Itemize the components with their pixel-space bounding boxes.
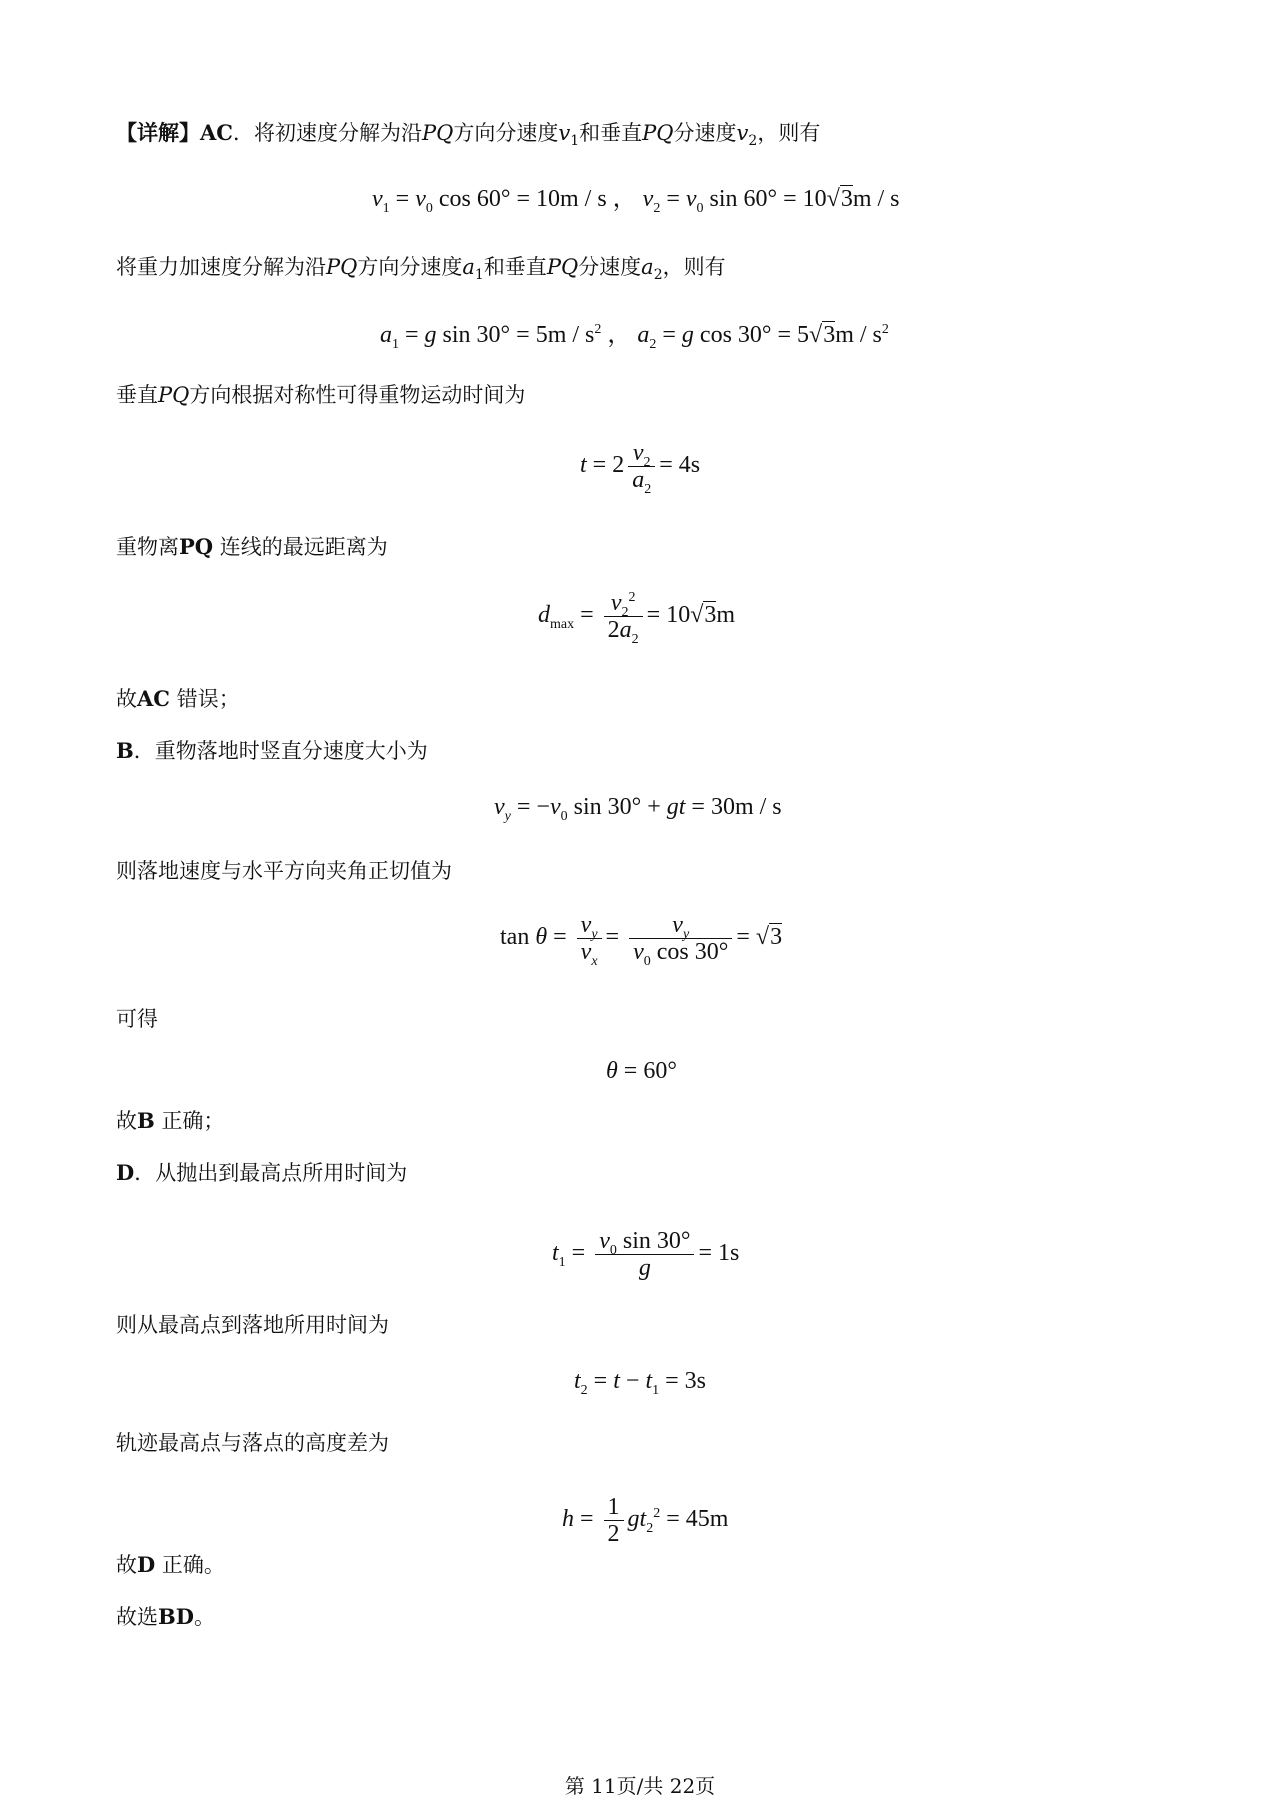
equation-fall-time: $t_2 = t - t_1 = 3s$ bbox=[574, 1368, 706, 1398]
equation-tangent: tan θ = $\frac{v_y}{v_x}$ = $\frac{v_y}{v_0 \cos 30^\circ}$ = √3 bbox=[500, 912, 783, 969]
conclusion-b: 故B 正确； bbox=[116, 1108, 225, 1133]
equation-velocity-components: $v_1 = v_0$ cos 60° = 10m / s ， $v_2 = v_0$ sin 60° = 10√3m / s bbox=[372, 186, 900, 216]
fall-time-line: 则从最高点到落地所用时间为 bbox=[116, 1313, 389, 1337]
conclusion-d: 故D 正确。 bbox=[116, 1552, 225, 1577]
equation-vertical-velocity: $v_y = -v_0$ sin 30° + gt = 30m / s bbox=[494, 794, 782, 824]
equation-flight-time: t = 2 $\frac{v_2}{a_2}$ = 4s bbox=[580, 440, 701, 497]
page-number: 第 11页/共 22页 bbox=[564, 1774, 716, 1798]
equation-height: h = $\frac{1}{2}$ $gt_2^2 = 45m$ bbox=[562, 1494, 729, 1547]
conclusion-ac: 故AC 错误； bbox=[116, 686, 240, 711]
gravity-decompose-line: 将重力加速度分解为沿PQ方向分速度$a_1$和垂直PQ分速度$a_2$，则有 bbox=[116, 255, 726, 284]
equation-max-distance: $d_{max}$ = $\frac{v_2^2}{2a_2}$ = 10√3m bbox=[538, 590, 736, 647]
equation-theta: θ = 60° bbox=[606, 1058, 677, 1084]
max-distance-line: 重物离PQ 连线的最远距离为 bbox=[116, 534, 388, 559]
intro-line: 【详解】AC．将初速度分解为沿PQ方向分速度$v_1$和垂直PQ分速度$v_2$，则有 bbox=[116, 120, 821, 150]
option-b-line: B．重物落地时竖直分速度大小为 bbox=[116, 738, 428, 763]
height-diff-line: 轨迹最高点与落点的高度差为 bbox=[116, 1431, 389, 1455]
option-label: AC bbox=[200, 120, 234, 145]
equation-acceleration-components: $a_1 = g$ $\sin 30^\circ = 5m / s^2$ ， $a_2 = g$ $\cos 30^\circ = 5√3m / s^2$ bbox=[380, 322, 889, 352]
final-answer: 故选BD。 bbox=[116, 1604, 215, 1629]
detail-bracket: 【详解】 bbox=[116, 120, 200, 145]
tangent-line: 则落地速度与水平方向夹角正切值为 bbox=[116, 859, 452, 883]
result-line: 可得 bbox=[116, 1007, 158, 1031]
equation-rise-time: $t_1$ = $\frac{v_0 \sin 30^\circ}{g}$ = 1s bbox=[552, 1228, 740, 1281]
symmetry-line: 垂直PQ方向根据对称性可得重物运动时间为 bbox=[116, 383, 526, 407]
option-d-line: D．从抛出到最高点所用时间为 bbox=[116, 1160, 408, 1185]
